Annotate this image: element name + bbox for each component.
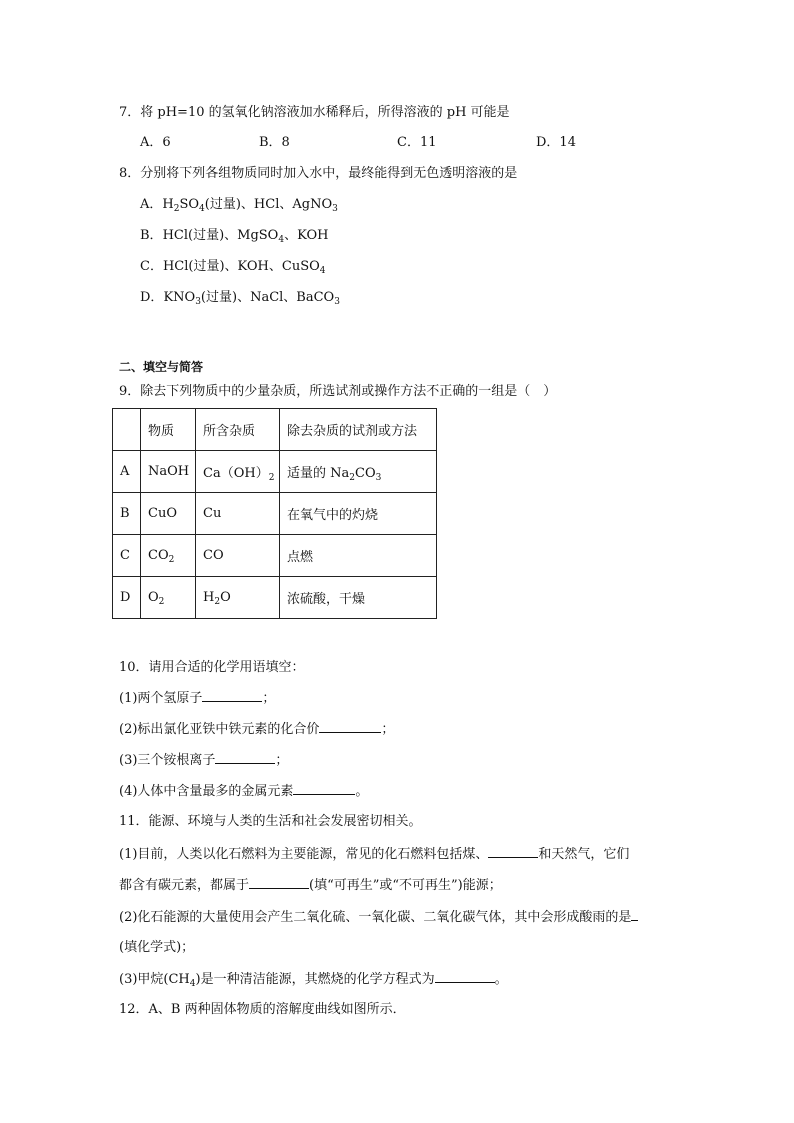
q9-stem: 9．除去下列物质中的少量杂质，所选试剂或操作方法不正确的一组是（ ） — [119, 384, 557, 399]
q7-option-d: D．14 — [536, 135, 576, 150]
q11-part1-line2: 都含有碳元素，都属于 (填“可再生”或“不可再生”)能源； — [119, 878, 502, 893]
row-impurity: CO — [196, 535, 280, 577]
row-method: 点燃 — [280, 535, 437, 577]
table-header-cell: 物质 — [141, 409, 196, 451]
row-substance: $CO_2$ — [141, 535, 196, 577]
q7-option-b: B．8 — [259, 135, 290, 150]
table-row — [113, 451, 437, 493]
row-letter: B — [113, 493, 141, 535]
row-substance: $O_2$ — [141, 577, 196, 619]
row-substance: NaOH — [141, 451, 196, 493]
answer-blank[interactable] — [215, 751, 275, 764]
q8-option-a: A．$H_2SO_4$(过量)、HCl、AgNO$_3$ — [140, 197, 338, 214]
section-title: 二、填空与简答 — [119, 360, 204, 374]
q10-item-4: (4)人体中含量最多的金属元素 。 — [119, 784, 369, 799]
q8-option-b: B．HCl(过量)、MgSO$_4$、KOH — [140, 228, 329, 245]
table-header-row — [113, 409, 437, 451]
q11-stem: 11．能源、环境与人类的生活和社会发展密切相关。 — [119, 814, 422, 829]
answer-blank[interactable] — [631, 908, 638, 921]
table-row — [113, 535, 437, 577]
table-row — [113, 493, 437, 535]
row-letter: A — [113, 451, 141, 493]
q8-option-c: C．HCl(过量)、KOH、CuSO$_4$ — [140, 259, 326, 276]
table-header-cell: 所含杂质 — [196, 409, 280, 451]
q8-option-d: D．$KNO_3$(过量)、NaCl、BaCO$_3$ — [140, 290, 340, 307]
q10-item-3: (3)三个铵根离子 ； — [119, 753, 289, 768]
answer-blank[interactable] — [293, 782, 355, 795]
row-impurity: $Ca(OH)_2$ — [196, 451, 280, 493]
q11-part2-line1: (2)化石能源的大量使用会产生二氧化硫、一氧化碳、二氧化碳气体，其中会形成酸雨的是 — [119, 908, 638, 927]
q10-stem: 10．请用合适的化学用语填空： — [119, 660, 305, 675]
row-impurity: $H_2O$ — [196, 577, 280, 619]
table-header-cell: 除去杂质的试剂或方法 — [280, 409, 437, 451]
table-row — [113, 577, 437, 619]
q11-part3: (3)甲烷$(CH_4)$是一种清洁能源，其燃烧的化学方程式为 。 — [119, 972, 508, 989]
row-letter: C — [113, 535, 141, 577]
row-letter: D — [113, 577, 141, 619]
row-method: 适量的 $Na_2CO_3$ — [280, 451, 437, 493]
row-substance: CuO — [141, 493, 196, 535]
table-header-cell — [113, 409, 141, 451]
answer-blank[interactable] — [319, 720, 381, 733]
answer-blank[interactable] — [249, 876, 309, 889]
row-method: 在氧气中的灼烧 — [280, 493, 437, 535]
row-impurity: Cu — [196, 493, 280, 535]
q7-option-c: C．11 — [397, 135, 437, 150]
answer-blank[interactable] — [202, 689, 262, 702]
q11-part2-line2: (填化学式)； — [119, 940, 195, 955]
q12-stem: 12．A、B 两种固体物质的溶解度曲线如图所示． — [119, 1002, 406, 1017]
q7-stem: 7．将 pH=10 的氢氧化钠溶液加水稀释后，所得溶液的 pH 可能是 — [119, 105, 510, 120]
q11-part1-line1: (1)目前，人类以化石燃料为主要能源，常见的化石燃料包括煤、 和天然气，它们 — [119, 847, 630, 862]
q7-option-a: A．6 — [140, 135, 171, 150]
q10-item-2: (2)标出氯化亚铁中铁元素的化合价 ； — [119, 722, 395, 737]
q8-stem: 8．分别将下列各组物质同时加入水中，最终能得到无色透明溶液的是 — [119, 166, 518, 181]
answer-blank[interactable] — [435, 970, 495, 983]
row-method: 浓硫酸，干燥 — [280, 577, 437, 619]
q10-item-1: (1)两个氢原子 ； — [119, 691, 276, 706]
q9-table — [112, 408, 437, 619]
answer-blank[interactable] — [488, 845, 538, 858]
